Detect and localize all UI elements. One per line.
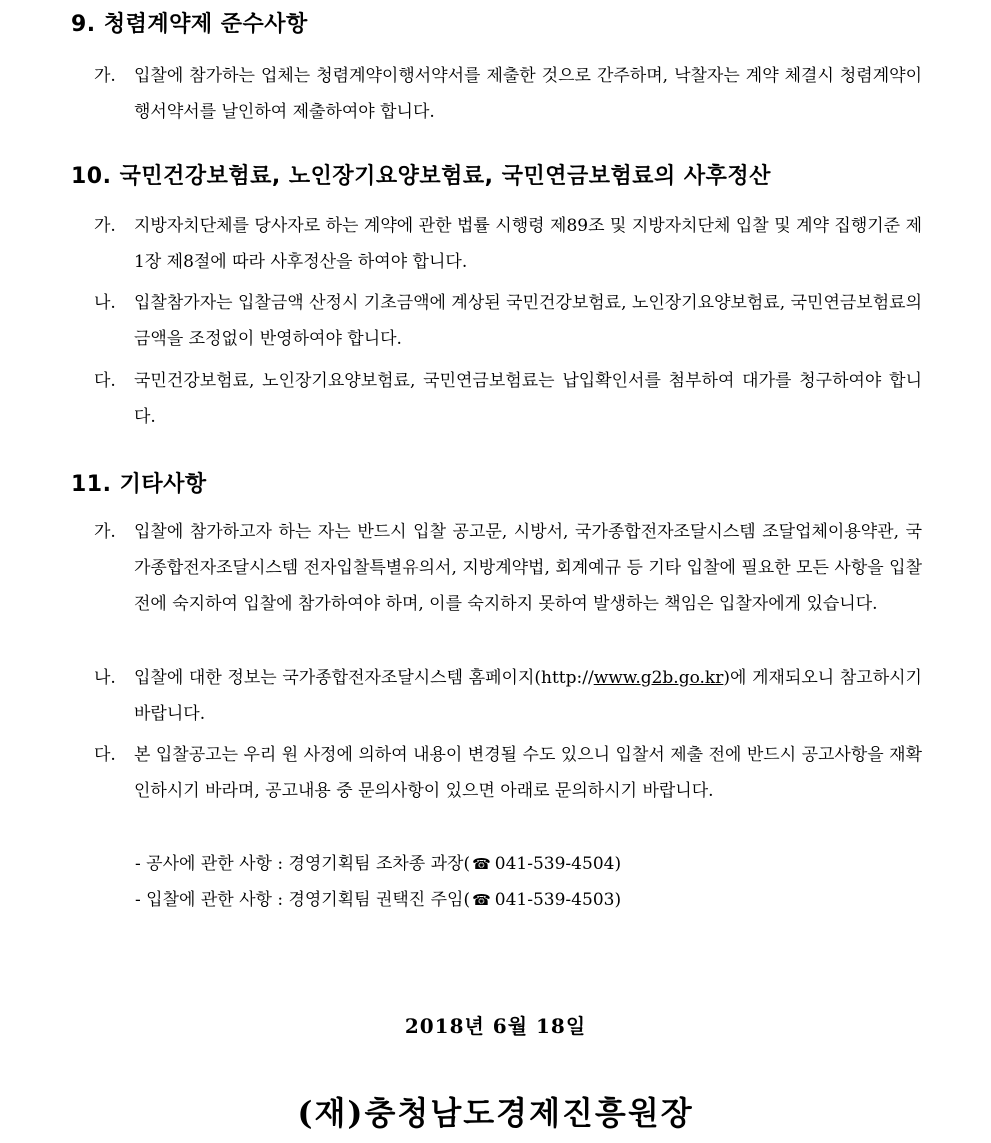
section-11-item-na: [94, 660, 922, 732]
section-10-heading: 10. 국민건강보험료, 노인장기요양보험료, 국민연금보험료의 사후정산: [71, 164, 771, 189]
contact-phone: 041-539-4504: [494, 854, 615, 874]
item-marker: 다.: [94, 371, 116, 391]
section-11-item-ga: [94, 514, 922, 622]
organization-name: (재)충청남도경제진흥원장: [297, 1094, 694, 1132]
item-marker: 나.: [94, 668, 116, 688]
item-marker: 다.: [94, 745, 116, 765]
section-11-heading: 11. 기타사항: [71, 472, 207, 497]
contact-phone: 041-539-4503: [494, 890, 615, 910]
contact-suffix: ): [614, 890, 622, 910]
section-10-item-na: [94, 285, 922, 357]
telephone-icon: ☎: [472, 891, 491, 909]
item-marker: 나.: [94, 293, 116, 313]
item-text-before: 입찰에 대한 정보는 국가종합전자조달시스템 홈페이지(http://: [134, 668, 594, 688]
item-text: [134, 660, 922, 732]
announcement-date: 2018년 6월 18일: [404, 1014, 587, 1038]
item-marker: 가.: [94, 216, 116, 236]
item-text: 국민건강보험료, 노인장기요양보험료, 국민연금보험료는 납입확인서를 첨부하여 대가를 청구하여야 합니다.: [134, 371, 922, 427]
item-text: 입찰참가자는 입찰금액 산정시 기초금액에 계상된 국민건강보험료, 노인장기요양보험료, 국민연금보험료의 금액을 조정없이 반영하여야 합니다.: [134, 293, 922, 349]
contact-line-construction: [135, 846, 621, 882]
section-11-item-da: [94, 737, 922, 809]
section-9-heading: 9. 청렴계약제 준수사항: [71, 12, 308, 37]
item-text: 입찰에 참가하고자 하는 자는 반드시 입찰 공고문, 시방서, 국가종합전자조달시스템 조달업체이용약관, 국가종합전자조달시스템 전자입찰특별유의서, 지방계약법, 회계예규 등 기타 입찰에 필요한 모든 사항을 입찰 전에 숙지하여 입찰에 참가하여야 하며, 이를 숙지하지 못하여 발생하는 책임은 입찰자에게 있습니다.: [134, 522, 922, 614]
contact-prefix: - 입찰에 관한 사항 : 경영기획팀 권택진 주임(: [135, 890, 471, 910]
item-text: 본 입찰공고는 우리 원 사정에 의하여 내용이 변경될 수도 있으니 입찰서 제출 전에 반드시 공고사항을 재확인하시기 바라며, 공고내용 중 문의사항이 있으면 아래로 문의하시기 바랍니다.: [134, 745, 922, 801]
item-marker: 가.: [94, 522, 116, 542]
section-10-item-da: [94, 363, 922, 435]
item-text: 입찰에 참가하는 업체는 청렴계약이행서약서를 제출한 것으로 간주하며, 낙찰자는 계약 체결시 청렴계약이행서약서를 날인하여 제출하여야 합니다.: [134, 66, 922, 122]
item-text-after: )에 게재되오니 참고하시기 바랍니다.: [134, 668, 922, 724]
section-10-item-ga: [94, 208, 922, 280]
section-9-item-ga: [94, 58, 922, 130]
contact-suffix: ): [614, 854, 622, 874]
contact-line-bidding: [135, 882, 621, 918]
telephone-icon: ☎: [472, 855, 491, 873]
item-marker: 가.: [94, 66, 116, 86]
g2b-link[interactable]: www.g2b.go.kr: [593, 668, 724, 688]
contact-prefix: - 공사에 관한 사항 : 경영기획팀 조차종 과장(: [135, 854, 471, 874]
item-text: 지방자치단체를 당사자로 하는 계약에 관한 법률 시행령 제89조 및 지방자치단체 입찰 및 계약 집행기준 제1장 제8절에 따라 사후정산을 하여야 합니다.: [134, 216, 922, 272]
